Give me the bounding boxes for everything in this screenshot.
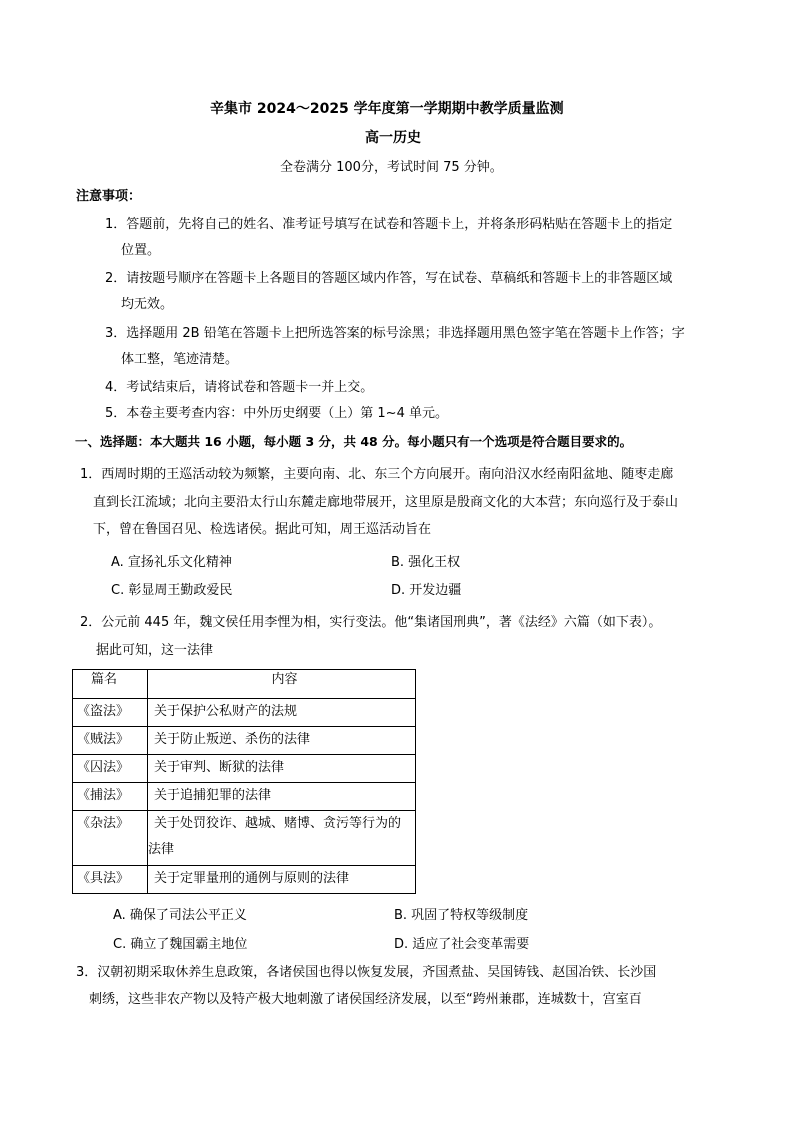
table-row xyxy=(73,699,416,727)
q2-option-b: B. 巩固了特权等级制度 xyxy=(394,908,529,923)
law-name: 《杂法》 xyxy=(73,811,148,866)
law-table-header-name: 篇名 xyxy=(73,670,148,699)
q2-option-d: D. 适应了社会变革需要 xyxy=(394,937,530,952)
law-content: 关于处罚狡诈、越城、赌博、贪污等行为的 xyxy=(154,816,402,831)
law-content: 关于追捕犯罪的法律 xyxy=(148,783,416,811)
q1-stem-line-2: 直到长江流域；北向主要沿太行山东麓走廊地带展开，这里原是殷商文化的大本营；东向巡行及于泰山 xyxy=(93,495,679,510)
notice-heading: 注意事项： xyxy=(76,189,142,204)
notice-item-1-cont: 位置。 xyxy=(121,243,161,258)
q2-stem-line-1: 2．公元前 445 年，魏文侯任用李悝为相，实行变法。他“集诸国刑典”，著《法经》六篇（如下表）。 xyxy=(80,615,662,630)
q2-option-a: A. 确保了司法公平正义 xyxy=(113,908,247,923)
q1-stem-line-1: 1．西周时期的王巡活动较为频繁，主要向南、北、东三个方向展开。南向沿汉水经南阳盆地、随枣走廊 xyxy=(80,467,674,482)
law-name: 《盗法》 xyxy=(73,699,148,727)
law-content-cont: 法律 xyxy=(148,842,175,857)
table-row xyxy=(73,783,416,811)
notice-item-2: 2．请按题号顺序在答题卡上各题目的答题区域内作答，写在试卷、草稿纸和答题卡上的非答题区域 xyxy=(105,271,673,286)
law-content: 关于保护公私财产的法规 xyxy=(148,699,416,727)
law-table xyxy=(72,669,416,894)
law-table-header-row xyxy=(73,670,416,699)
q1-stem-line-3: 下，曾在鲁国召见、检选诸侯。据此可知，周王巡活动旨在 xyxy=(93,522,432,537)
law-table-header-content: 内容 xyxy=(148,670,416,699)
q3-stem-line-1: 3．汉朝初期采取休养生息政策，各诸侯国也得以恢复发展，齐国煮盐、吴国铸钱、赵国冶铁、长沙国 xyxy=(76,965,657,980)
q3-stem-line-2: 刺绣，这些非农产物以及特产极大地刺激了诸侯国经济发展，以至“跨州兼郡，连城数十，宫室百 xyxy=(89,992,642,1007)
table-row xyxy=(73,755,416,783)
law-name: 《捕法》 xyxy=(73,783,148,811)
notice-item-4: 4．考试结束后，请将试卷和答题卡一并上交。 xyxy=(105,380,374,395)
q1-option-d: D. 开发边疆 xyxy=(391,583,462,598)
q1-option-b: B. 强化王权 xyxy=(391,555,461,570)
q2-option-c: C. 确立了魏国霸主地位 xyxy=(113,937,248,952)
law-content: 关于定罪量刑的通例与原则的法律 xyxy=(148,866,416,894)
notice-item-3-cont: 体工整，笔迹清楚。 xyxy=(121,352,239,367)
law-content: 关于审判、断狱的法律 xyxy=(148,755,416,783)
notice-item-3: 3．选择题用 2B 铅笔在答题卡上把所选答案的标号涂黑；非选择题用黑色签字笔在答题卡上作答；字 xyxy=(105,326,685,341)
table-row xyxy=(73,727,416,755)
exam-info: 全卷满分 100分，考试时间 75 分钟。 xyxy=(280,160,503,175)
law-name: 《贼法》 xyxy=(73,727,148,755)
q1-option-c: C. 彰显周王勤政爱民 xyxy=(111,583,233,598)
law-content-multiline xyxy=(148,811,416,866)
law-name: 《具法》 xyxy=(73,866,148,894)
table-row xyxy=(73,866,416,894)
subject-title: 高一历史 xyxy=(365,130,421,146)
table-row xyxy=(73,811,416,866)
law-name: 《囚法》 xyxy=(73,755,148,783)
section-heading: 一、选择题：本大题共 16 小题，每小题 3 分，共 48 分。每小题只有一个选项是符合题目要求的。 xyxy=(75,434,633,449)
notice-item-1: 1．答题前，先将自己的姓名、准考证号填写在试卷和答题卡上，并将条形码粘贴在答题卡上的指定 xyxy=(105,217,673,232)
q1-option-a: A. 宣扬礼乐文化精神 xyxy=(111,555,232,570)
q2-stem-line-2: 据此可知，这一法律 xyxy=(96,643,214,658)
exam-title: 辛集市 2024～2025 学年度第一学期期中教学质量监测 xyxy=(210,101,564,117)
notice-item-2-cont: 均无效。 xyxy=(121,297,174,312)
law-content: 关于防止叛逆、杀伤的法律 xyxy=(148,727,416,755)
notice-item-5: 5．本卷主要考查内容：中外历史纲要（上）第 1~4 单元。 xyxy=(105,406,448,421)
